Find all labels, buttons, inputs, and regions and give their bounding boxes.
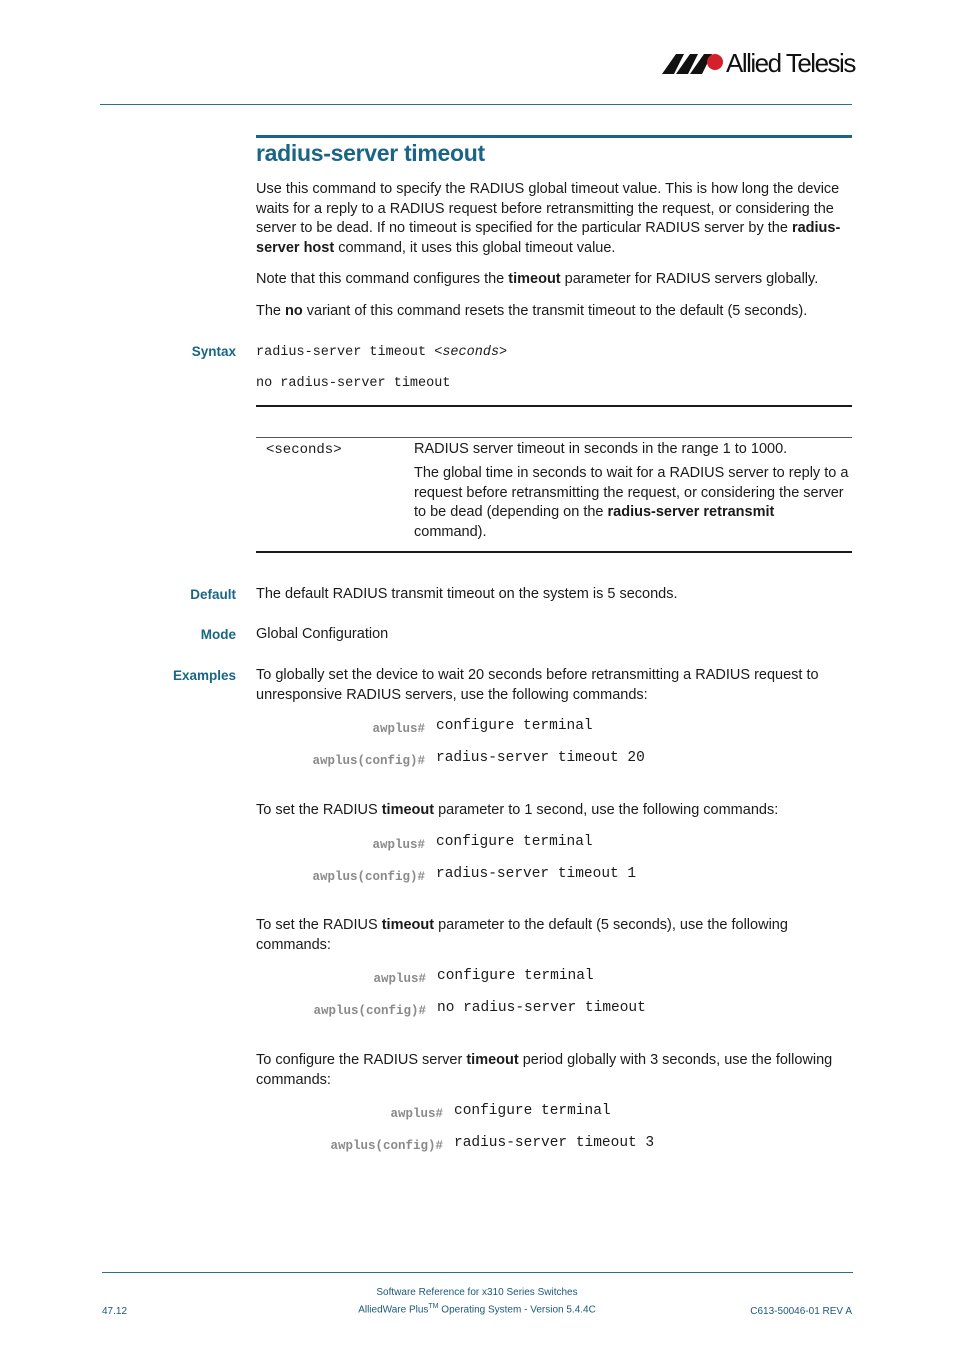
prompt-config: awplus(config)# [313, 1004, 426, 1018]
command: radius-server timeout 1 [436, 866, 637, 882]
prompt-config: awplus(config)# [312, 870, 425, 884]
example-1-text: To globally set the device to wait 20 seconds before retransmitting a RADIUS request to unresponsive RADIUS servers, use the following commands: [256, 667, 819, 703]
example-3-text: To set the RADIUS timeout parameter to the default (5 seconds), use the following commands: [256, 917, 788, 953]
command: configure terminal [436, 834, 593, 850]
allied-telesis-logo [662, 48, 854, 80]
mode-text: Global Configuration [256, 626, 389, 642]
examples-label: Examples [172, 668, 236, 683]
footer-product: AlliedWare Plus™ Operating System - Version 5.4.4C [358, 1303, 596, 1316]
intro-paragraph-2: Note that this command configures the timeout parameter for RADIUS servers globally. [256, 271, 819, 287]
prompt-config: awplus(config)# [330, 1139, 443, 1153]
header-divider [100, 104, 852, 105]
syntax-rule [256, 405, 852, 407]
default-label: Default [190, 587, 236, 602]
footer-divider [102, 1272, 853, 1273]
footer-title: Software Reference for x310 Series Switches [376, 1287, 578, 1298]
prompt-exec: awplus# [372, 838, 425, 852]
command: no radius-server timeout [437, 1000, 646, 1016]
command: configure terminal [437, 968, 594, 984]
page-title: radius-server timeout [256, 140, 485, 166]
command: radius-server timeout 3 [454, 1135, 655, 1151]
syntax-line-1: radius-server timeout <seconds> [256, 345, 508, 360]
example-4-text: To configure the RADIUS server timeout period globally with 3 seconds, use the following commands: [256, 1052, 833, 1088]
command: configure terminal [436, 718, 593, 734]
default-text: The default RADIUS transmit timeout on the system is 5 seconds. [256, 586, 678, 602]
logo-mark-icon [662, 52, 724, 76]
logo-text: Allied Telesis [726, 48, 855, 78]
command: configure terminal [454, 1103, 611, 1119]
param-desc-2: The global time in seconds to wait for a RADIUS server to reply to a request before retransmitting the request, or considering the server to be dead (depending on the radius-server retransmit command). [414, 465, 849, 540]
syntax-line-2: no radius-server timeout [256, 376, 451, 391]
example-2-text: To set the RADIUS timeout parameter to 1 second, use the following commands: [256, 802, 779, 818]
mode-label: Mode [200, 627, 236, 642]
prompt-exec: awplus# [373, 972, 426, 986]
page-number: 47.12 [102, 1306, 128, 1317]
prompt-config: awplus(config)# [312, 754, 425, 768]
param-desc-1: RADIUS server timeout in seconds in the range 1 to 1000. [414, 441, 788, 457]
param-name-seconds: <seconds> [266, 442, 342, 458]
intro-paragraph-1: Use this command to specify the RADIUS global timeout value. This is how long the device waits for a reply to a RADIUS request before retransmitting the request, or considering the server to be dead. If no timeout is specified for the particular RADIUS server by the radius-server host command, it uses this global timeout value. [256, 181, 841, 256]
intro-paragraph-3: The no variant of this command resets the transmit timeout to the default (5 seconds). [256, 303, 808, 319]
param-table-bottom-rule [256, 551, 852, 553]
param-table-top-rule [256, 437, 852, 438]
title-rule [256, 135, 852, 138]
prompt-exec: awplus# [390, 1107, 443, 1121]
syntax-label: Syntax [191, 344, 236, 359]
command: radius-server timeout 20 [436, 750, 645, 766]
prompt-exec: awplus# [372, 722, 425, 736]
document-id: C613-50046-01 REV A [750, 1306, 852, 1317]
